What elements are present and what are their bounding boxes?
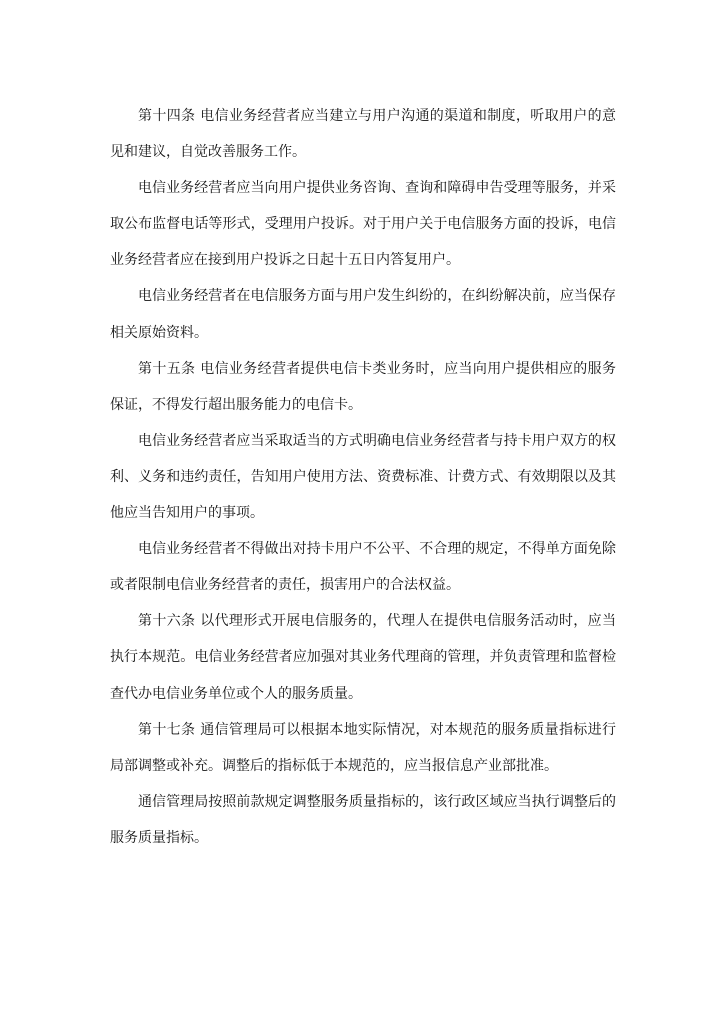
paragraph-article-14: 第十四条 电信业务经营者应当建立与用户沟通的渠道和制度，听取用户的意见和建议，自觉改善服务工作。 [110,108,616,161]
paragraph-dispute-records: 电信业务经营者在电信服务方面与用户发生纠纷的，在纠纷解决前，应当保存相关原始资料。 [110,288,616,341]
paragraph-cardholder-rights: 电信业务经营者应当采取适当的方式明确电信业务经营者与持卡用户双方的权利、义务和违约责任，告知用户使用方法、资费标准、计费方式、有效期限以及其他应当告知用户的事项。 [110,432,616,522]
paragraph-article-15: 第十五条 电信业务经营者提供电信卡类业务时，应当向用户提供相应的服务保证，不得发行超出服务能力的电信卡。 [110,360,616,413]
paragraph-consultation-service: 电信业务经营者应当向用户提供业务咨询、查询和障碍申告受理等服务，并采取公布监督电话等形式，受理用户投诉。对于用户关于电信服务方面的投诉，电信业务经营者应在接到用户投诉之日起十五日内答复用户。 [110,180,616,269]
paragraph-adjusted-indicators: 通信管理局按照前款规定调整服务质量指标的，该行政区域应当执行调整后的服务质量指标。 [110,793,616,846]
document-body [110,98,616,856]
paragraph-unfair-terms: 电信业务经营者不得做出对持卡用户不公平、不合理的规定，不得单方面免除或者限制电信业务经营者的责任，损害用户的合法权益。 [110,541,616,594]
paragraph-article-17: 第十七条 通信管理局可以根据本地实际情况，对本规范的服务质量指标进行局部调整或补充。调整后的指标低于本规范的，应当报信息产业部批准。 [110,721,616,774]
paragraph-article-16: 第十六条 以代理形式开展电信服务的，代理人在提供电信服务活动时，应当执行本规范。电信业务经营者应加强对其业务代理商的管理，并负责管理和监督检查代办电信业务单位或个人的服务质量。 [110,613,616,702]
